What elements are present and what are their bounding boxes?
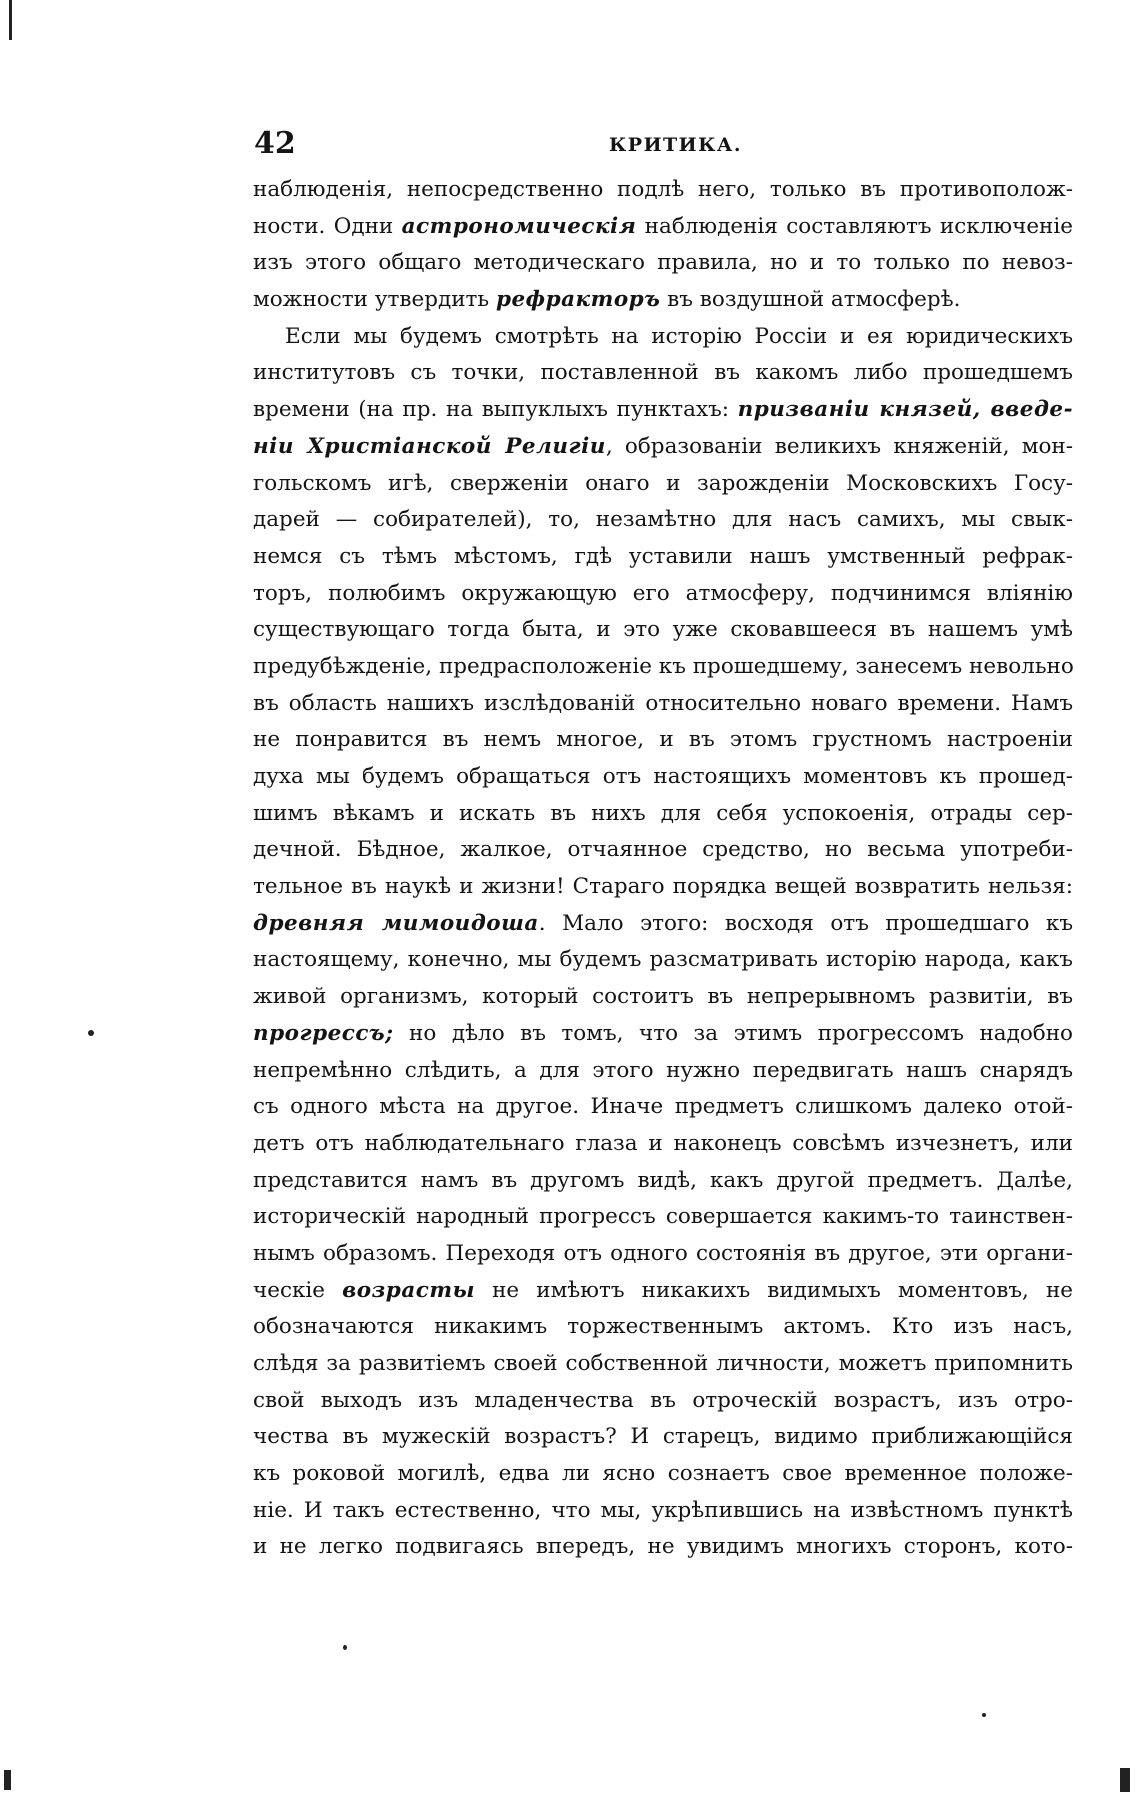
- text-line: [253, 1346, 1073, 1383]
- text-line: [253, 466, 1073, 503]
- text-line: [253, 1419, 1073, 1456]
- text-run: наблюденія составляютъ исключеніе: [636, 213, 1073, 239]
- text-run: но дѣло въ томъ, что за этимъ прогрессомъ надобно: [393, 1020, 1073, 1046]
- text-run: тельное въ наукѣ и жизни! Стараго порядка вещей возвратить нельзя:: [253, 874, 1073, 900]
- text-line: [253, 209, 1073, 246]
- text-line: [253, 1163, 1073, 1200]
- text-run: и не легко подвигаясь впередъ, не увидимъ многихъ сторонъ, кото-: [253, 1534, 1073, 1560]
- text-run: , образованіи великихъ княженій, мон-: [605, 433, 1073, 459]
- text-run: чества въ мужескій возрастъ? И старецъ, видимо приближающійся: [253, 1424, 1073, 1450]
- text-run: наблюденія, непосредственно подлѣ него, только въ противополож-: [253, 177, 1073, 202]
- text-run: предубѣжденіе, предрасположеніе къ прошедшему, занесемъ невольно: [253, 653, 1074, 679]
- text-run: непремѣнно слѣдить, а для этого нужно передвигать нашъ снарядъ: [253, 1057, 1073, 1083]
- text-line: [253, 686, 1073, 723]
- emphasized-text: возрасты: [342, 1277, 475, 1303]
- text-run: изъ этого общаго методическаго правила, но и то только по невоз-: [253, 250, 1073, 276]
- text-line: [253, 832, 1073, 869]
- text-line: [253, 1126, 1073, 1163]
- emphasized-text: ніи Христіанской Религіи: [253, 433, 606, 459]
- text-run: гольскомъ игѣ, сверженіи онаго и зарожденіи Московскихъ Госу-: [253, 470, 1073, 496]
- scan-mark: [343, 1645, 347, 1650]
- text-line: [253, 1309, 1073, 1346]
- text-run: обозначаются никакимъ торжественнымъ актомъ. Кто изъ насъ,: [253, 1314, 1073, 1340]
- text-run: не понравится въ немъ многое, и въ этомъ грустномъ настроеніи: [253, 727, 1073, 753]
- text-line: [253, 906, 1073, 943]
- scan-mark: [1120, 1768, 1130, 1792]
- text-run: настоящему, конечно, мы будемъ разсматривать исторію народа, какъ: [253, 947, 1073, 973]
- text-line: [253, 1236, 1073, 1273]
- text-run: не имѣютъ никакихъ видимыхъ моментовъ, не: [475, 1277, 1074, 1303]
- text-run: существующаго тогда быта, и это уже сковавшееся въ нашемъ умѣ: [253, 617, 1073, 643]
- text-run: Если мы будемъ смотрѣть на исторію Россіи и ея юридическихъ: [285, 323, 1073, 349]
- text-line: [253, 649, 1073, 686]
- text-run: немся съ тѣмъ мѣстомъ, гдѣ уставили нашъ умственный рефрак-: [253, 543, 1073, 569]
- text-line: [253, 1199, 1073, 1236]
- running-title: КРИТИКА.: [609, 134, 742, 156]
- text-line: [253, 502, 1073, 539]
- text-line: [253, 612, 1073, 649]
- text-line: [253, 1529, 1073, 1566]
- text-line: [253, 282, 1073, 319]
- scan-mark: [982, 1713, 986, 1717]
- text-line: [253, 539, 1073, 576]
- text-line: [253, 172, 1073, 209]
- text-run: историческій народный прогрессъ совершается какимъ-то таинствен-: [253, 1204, 1073, 1230]
- text-run: свой выходъ изъ младенчества въ отроческій возрастъ, изъ отро-: [253, 1387, 1073, 1413]
- text-line: [253, 319, 1073, 356]
- text-run: въ воздушной атмосферѣ.: [660, 287, 961, 313]
- text-run: слѣдя за развитіемъ своей собственной личности, можетъ припомнить: [253, 1351, 1073, 1376]
- text-run: духа мы будемъ обращаться отъ настоящихъ моментовъ къ прошед-: [253, 764, 1073, 789]
- emphasized-text: призваніи князей, введе-: [737, 397, 1073, 423]
- text-line: [253, 576, 1073, 613]
- text-line: [253, 796, 1073, 833]
- text-line: [253, 1089, 1073, 1126]
- text-line: [253, 392, 1073, 429]
- emphasized-text: прогрессъ;: [253, 1020, 394, 1046]
- text-run: представится намъ въ другомъ видѣ, какъ другой предметъ. Далѣе,: [253, 1167, 1073, 1193]
- text-run: детъ отъ наблюдательнаго глаза и наконецъ совсѣмъ изчезнетъ, или: [253, 1130, 1073, 1156]
- text-line: [253, 1383, 1073, 1420]
- text-run: дарей — собирателей), то, незамѣтно для насъ самихъ, мы свык-: [253, 507, 1073, 533]
- text-line: [253, 1053, 1073, 1090]
- text-run: . Мало этого: восходя отъ прошедшаго къ: [538, 910, 1074, 936]
- text-run: къ роковой могилѣ, едва ли ясно сознаетъ свое временное положе-: [253, 1461, 1073, 1487]
- emphasized-text: рефракторъ: [495, 287, 661, 313]
- scan-mark: [88, 1030, 94, 1036]
- text-line: [253, 1273, 1073, 1310]
- text-run: институтовъ съ точки, поставленной въ какомъ либо прошедшемъ: [253, 360, 1073, 386]
- text-run: ности. Одни: [253, 213, 402, 239]
- text-run: живой организмъ, который состоитъ въ непрерывномъ развитіи, въ: [253, 984, 1073, 1010]
- text-line: [253, 942, 1073, 979]
- text-line: [253, 1016, 1073, 1053]
- body-text: [253, 172, 1073, 1566]
- text-line: [253, 722, 1073, 759]
- text-run: въ область нашихъ изслѣдованій относительно новаго времени. Намъ: [253, 690, 1073, 716]
- scan-mark: [4, 1770, 11, 1790]
- scan-mark: [9, 0, 12, 40]
- page-header: [254, 124, 1074, 164]
- text-run: ніе. И такъ естественно, что мы, укрѣпившись на извѣстномъ пунктѣ: [253, 1497, 1073, 1523]
- text-run: можности утвердить: [253, 287, 496, 313]
- text-line: [253, 869, 1073, 906]
- text-run: шимъ вѣкамъ и искать въ нихъ для себя успокоенія, отрады сер-: [253, 800, 1073, 826]
- text-line: [253, 429, 1073, 466]
- text-run: времени (на пр. на выпуклыхъ пунктахъ:: [253, 397, 738, 423]
- text-line: [253, 355, 1073, 392]
- text-line: [253, 1456, 1073, 1493]
- text-line: [253, 979, 1073, 1016]
- text-line: [253, 1493, 1073, 1530]
- text-run: торъ, полюбимъ окружающую его атмосферу, подчинимся вліянію: [253, 580, 1073, 606]
- text-run: ческіе: [253, 1277, 343, 1303]
- emphasized-text: древняя мимоидоша: [253, 910, 539, 936]
- text-line: [253, 245, 1073, 282]
- page-number: 42: [254, 126, 296, 161]
- text-run: съ одного мѣста на другое. Иначе предметъ слишкомъ далеко отой-: [253, 1094, 1073, 1120]
- text-line: [253, 759, 1073, 796]
- text-run: дечной. Бѣдное, жалкое, отчаянное средство, но весьма употреби-: [253, 837, 1073, 863]
- emphasized-text: астрономическія: [401, 213, 637, 239]
- text-run: нымъ образомъ. Переходя отъ одного состоянія въ другое, эти органи-: [253, 1240, 1073, 1266]
